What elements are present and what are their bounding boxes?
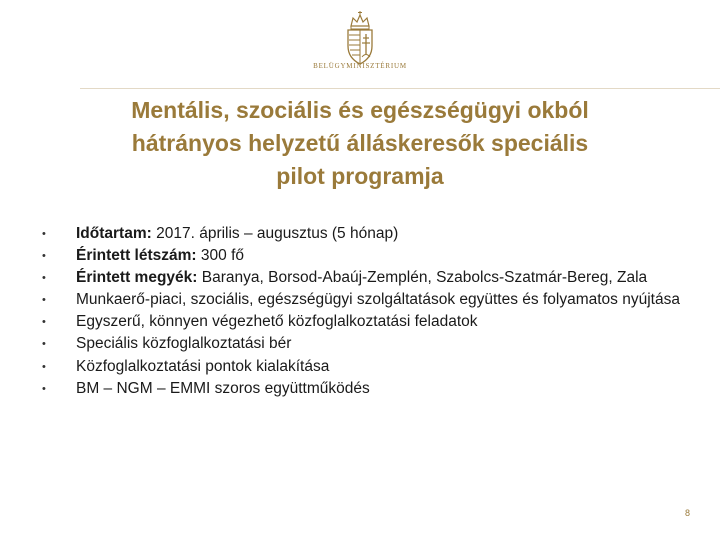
bullet-label: Érintett létszám: <box>76 247 197 265</box>
list-item <box>40 312 680 333</box>
bullet-icon: • <box>42 382 46 395</box>
bullet-icon: • <box>42 250 46 263</box>
list-item <box>40 379 680 400</box>
bullet-icon: • <box>42 272 46 285</box>
list-item <box>40 224 680 245</box>
bullet-icon: • <box>42 360 46 373</box>
title-line: pilot programja <box>276 163 444 189</box>
bullet-icon: • <box>42 228 46 240</box>
list-item <box>40 334 680 355</box>
bullet-text: 300 fő <box>196 247 244 265</box>
slide-title <box>60 94 660 193</box>
bullet-icon: • <box>42 338 46 351</box>
ministry-name: BELÜGYMINISZTÉRIUM <box>313 62 407 70</box>
title-line: Mentális, szociális és egészségügyi okból <box>131 97 589 123</box>
bullet-text: 2017. április – augusztus (5 hónap) <box>151 225 399 242</box>
bullet-text: Egyszerű, könnyen végezhető közfoglalkoztatási feladatok <box>76 313 478 331</box>
bullet-list <box>40 224 680 401</box>
page-number: 8 <box>685 508 691 518</box>
bullet-text: Közfoglalkoztatási pontok kialakítása <box>76 357 330 375</box>
bullet-text: BM – NGM – EMMI szoros együttműködés <box>76 379 370 397</box>
bullet-label: Érintett megyék: <box>76 269 198 287</box>
title-line: hátrányos helyzetű álláskeresők speciális <box>131 130 589 156</box>
bullet-label: Időtartam: <box>76 225 152 242</box>
bullet-icon: • <box>42 316 46 329</box>
bullet-text: Munkaerő-piaci, szociális, egészségügyi szolgáltatások együttes és folyamatos nyújtása <box>76 291 680 309</box>
list-item <box>40 268 680 289</box>
bullet-icon: • <box>42 294 46 307</box>
hungarian-coat-of-arms-icon <box>340 10 380 66</box>
bullet-text: Speciális közfoglalkoztatási bér <box>76 335 292 353</box>
list-item <box>40 290 680 311</box>
bullet-text: Baranya, Borsod-Abaúj-Zemplén, Szabolcs-Szatmár-Bereg, Zala <box>197 269 648 287</box>
header-divider <box>80 88 720 89</box>
list-item <box>40 246 680 267</box>
list-item <box>40 357 680 378</box>
